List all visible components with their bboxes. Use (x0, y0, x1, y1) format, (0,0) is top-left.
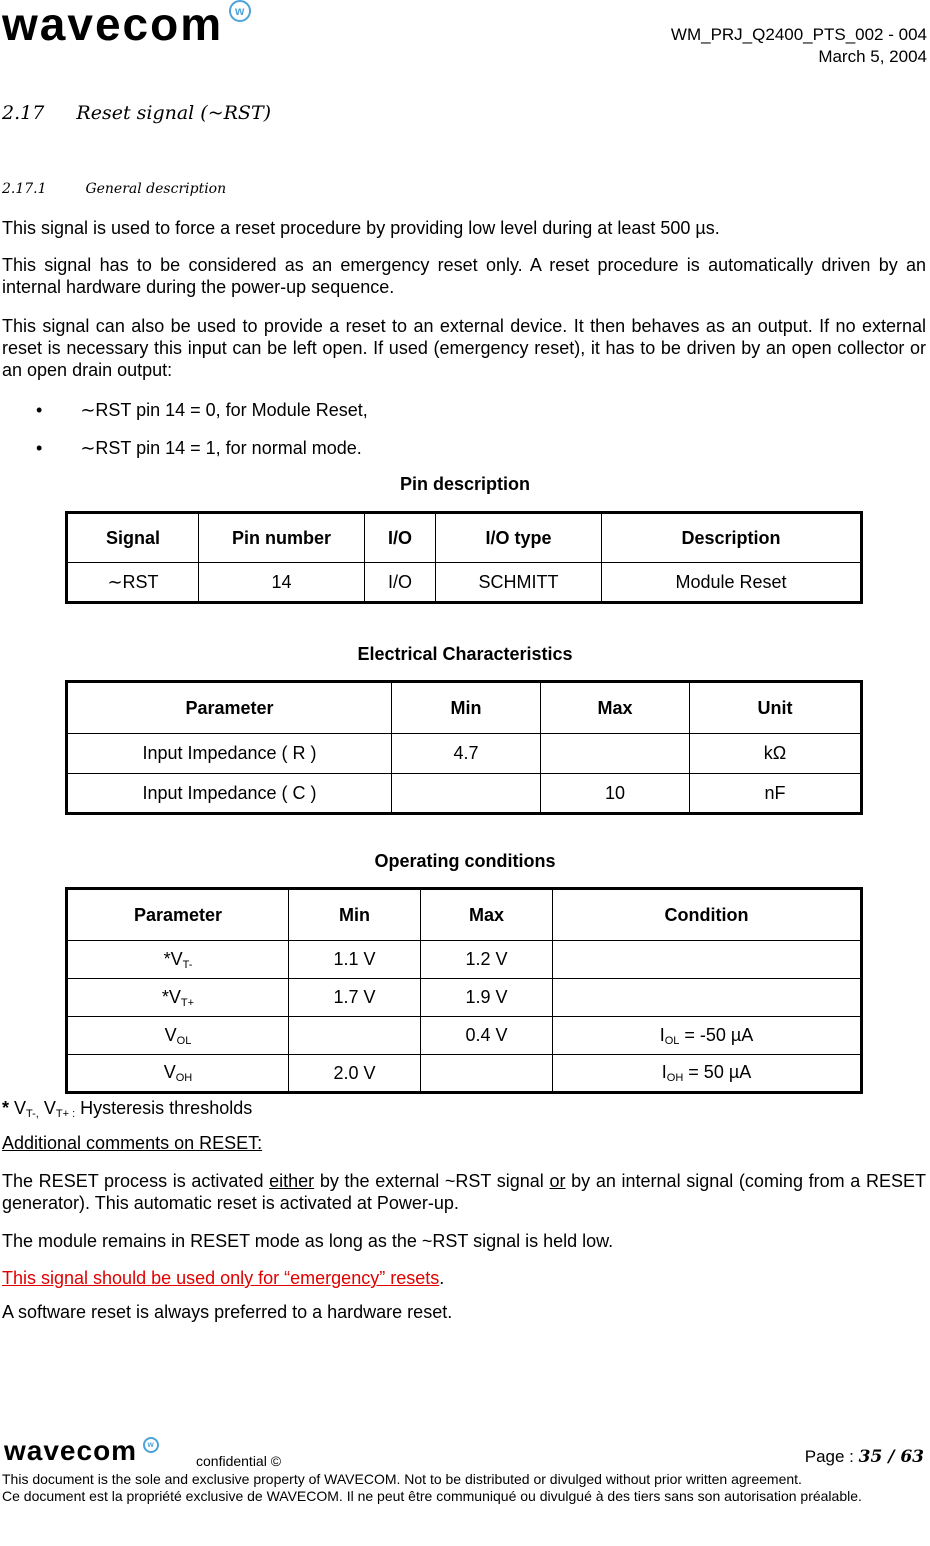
footer-logo-text: wavecom (4, 1435, 138, 1466)
table-cell: 1.9 V (421, 979, 553, 1017)
paragraph-3: This signal can also be used to provide a reset to an external device. It then behaves as an output. If no external reset is necessary this input can be left open. If used (emergency reset), it has to be driven by an open collector or an open drain output: (2, 316, 926, 380)
table-header: Min (392, 682, 541, 734)
table-row (67, 1055, 862, 1093)
table-cell (541, 734, 690, 774)
table-cell: 1.7 V (289, 979, 421, 1017)
doc-date: March 5, 2004 (818, 47, 927, 66)
table-cell: Input Impedance ( R ) (67, 734, 392, 774)
table-cell: $*V_{T-}$ (67, 941, 289, 979)
table-row (67, 1017, 862, 1055)
table-cell (553, 979, 862, 1017)
table-row (67, 563, 862, 603)
operating-conditions-table (65, 887, 863, 1094)
bullet-icon: • (36, 438, 43, 458)
bullet-item (36, 437, 362, 459)
table-row (67, 941, 862, 979)
comments-heading: Additional comments on RESET: (2, 1133, 263, 1153)
table-cell: $I_{OH} = 50$ µA (553, 1055, 862, 1093)
table-cell (421, 1055, 553, 1093)
document-reference (671, 24, 927, 68)
table-header: Min (289, 889, 421, 941)
table-cell: $V_{OH}$ (67, 1055, 289, 1093)
table-header: Description (602, 513, 862, 563)
table-header: Parameter (67, 682, 392, 734)
bullet-text: ∼RST pin 14 = 0, for Module Reset, (80, 400, 368, 420)
table-header: I/O type (436, 513, 602, 563)
doc-ref: WM_PRJ_Q2400_PTS_002 - 004 (670, 25, 927, 44)
table-row (67, 734, 862, 774)
table-cell: ∼RST (67, 563, 199, 603)
table-cell: $V_{OL}$ (67, 1017, 289, 1055)
table-cell: I/O (365, 563, 436, 603)
table-cell: SCHMITT (436, 563, 602, 603)
table-cell: 4.7 (392, 734, 541, 774)
table-cell: nF (690, 774, 862, 814)
bullet-text: ∼RST pin 14 = 1, for normal mode. (80, 438, 362, 458)
section-heading (2, 102, 271, 124)
comment-1: The RESET process is activated either by the external ~RST signal or by an internal signal (coming from a RESET generator). This automatic reset is activated at Power-up. (2, 1171, 926, 1213)
table-header: Unit (690, 682, 862, 734)
comment-4: A software reset is always preferred to a hardware reset. (2, 1302, 453, 1322)
comment-2: The module remains in RESET mode as long as the ~RST signal is held low. (2, 1231, 614, 1251)
table-cell: kΩ (690, 734, 862, 774)
table-header: Condition (553, 889, 862, 941)
paragraph-2: This signal has to be considered as an emergency reset only. A reset procedure is automatically driven by an internal hardware during the power-up sequence. (2, 255, 926, 297)
table-cell: Input Impedance ( C ) (67, 774, 392, 814)
footer-logo (4, 1437, 159, 1465)
table-cell: Module Reset (602, 563, 862, 603)
table-header: Max (421, 889, 553, 941)
table-cell: 1.2 V (421, 941, 553, 979)
table-row (67, 979, 862, 1017)
footer-page: Page : 35 / 63 (804, 1447, 924, 1467)
table-cell: 10 (541, 774, 690, 814)
table-header: I/O (365, 513, 436, 563)
table-cell (289, 1017, 421, 1055)
page-number: 35 / 63 (858, 1447, 924, 1467)
op-table-caption: Operating conditions (374, 851, 556, 871)
comment-3: This signal should be used only for “emergency” resets. (2, 1268, 445, 1288)
paragraph-1: This signal is used to force a reset procedure by providing low level during at least 500 µs. (2, 218, 720, 238)
subsection-title: General description (85, 181, 227, 197)
section-number: 2.17 (2, 102, 45, 124)
bullet-icon: • (36, 400, 43, 420)
table-cell: 0.4 V (421, 1017, 553, 1055)
footer-confidential: confidential © (196, 1453, 282, 1469)
table-header: Parameter (67, 889, 289, 941)
table-footnote: * $V_{T-,}$ $V_{T+ :}$ Hysteresis thresholds (2, 1098, 253, 1120)
subsection-heading (2, 181, 226, 197)
table-cell: 14 (199, 563, 365, 603)
pin-description-table (65, 511, 863, 604)
table-cell: 2.0 V (289, 1055, 421, 1093)
wavecom-wave-icon: w (229, 0, 251, 22)
bullet-item (36, 399, 368, 421)
section-title: Reset signal (~RST) (76, 102, 272, 124)
pin-table-caption: Pin description (399, 474, 531, 494)
table-header: Pin number (199, 513, 365, 563)
table-cell (553, 941, 862, 979)
subsection-number: 2.17.1 (2, 181, 47, 197)
table-cell (392, 774, 541, 814)
table-row (67, 774, 862, 814)
electrical-characteristics-table (65, 680, 863, 815)
footer-wave-icon: w (143, 1437, 159, 1453)
table-cell: $*V_{T+}$ (67, 979, 289, 1017)
elec-table-caption: Electrical Characteristics (357, 644, 573, 664)
table-header: Max (541, 682, 690, 734)
table-header: Signal (67, 513, 199, 563)
footer-disclaimer-en: This document is the sole and exclusive property of WAVECOM. Not to be distributed or divulged without prior written agreement. (2, 1471, 802, 1487)
table-cell: $I_{OL} = -50$ µA (553, 1017, 862, 1055)
wavecom-logo (2, 0, 251, 50)
table-cell: 1.1 V (289, 941, 421, 979)
logo-text: wavecom (2, 0, 224, 50)
footer-disclaimer-fr: Ce document est la propriété exclusive de WAVECOM. Il ne peut être communiqué ou divulgué à des tiers sans son autorisation préalable. (2, 1488, 862, 1504)
